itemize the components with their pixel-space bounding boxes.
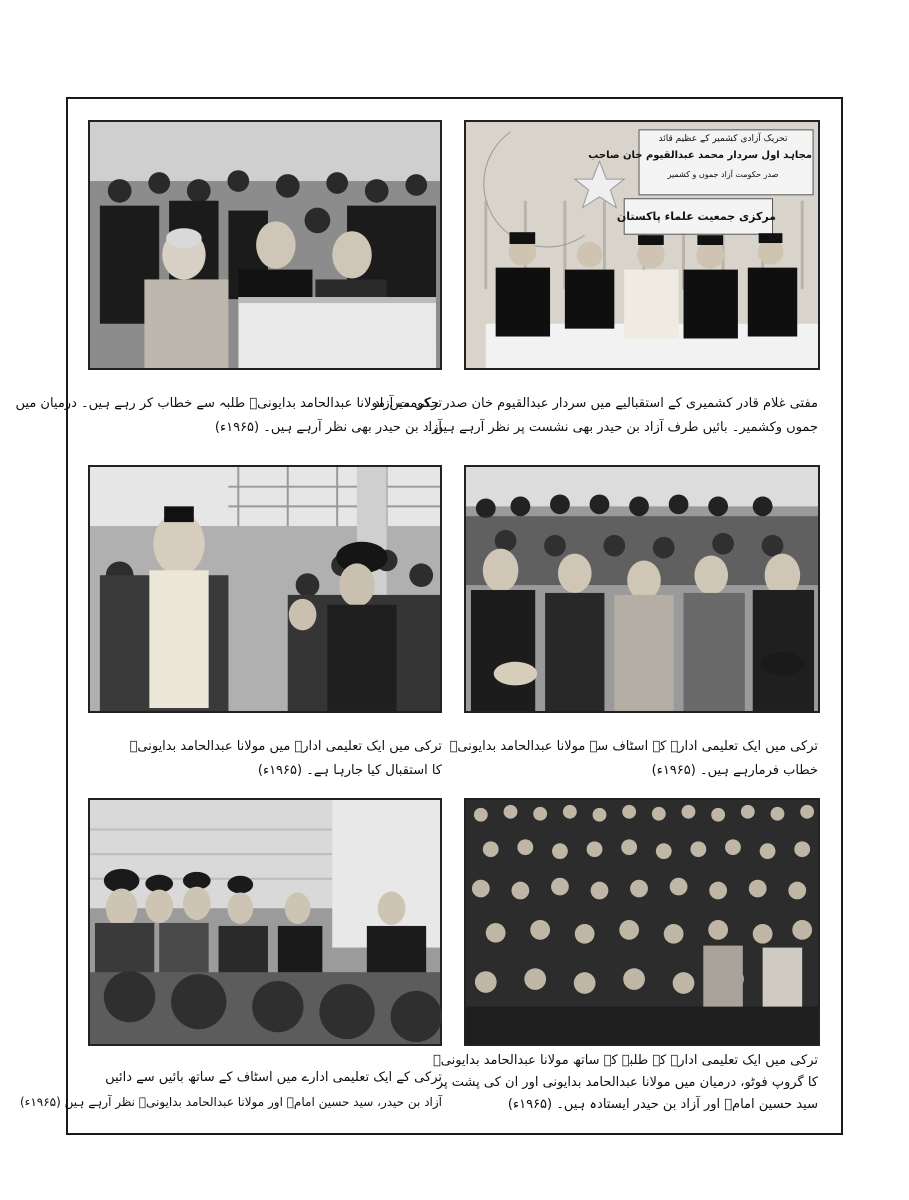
caption-turkey-group-photo (432, 1050, 818, 1116)
photo-turkey-staff-seated-image (90, 800, 440, 1044)
caption-line: خطاب فرمارہے ہیں۔ (۱۹۶۵ء) (651, 763, 818, 778)
photo-reception-kashmir (464, 120, 820, 370)
caption-line: ترکی میں ایک تعلیمی ادارے کے اسٹاف سے مولانا عبدالحامد بدایونیؒ (449, 739, 818, 754)
photo-turkey-staff-address (464, 465, 820, 713)
caption-turkey-staff-address (449, 735, 818, 783)
banner-line-3: صدر حکومت آزاد جموں و کشمیر (667, 170, 779, 179)
caption-line: کا استقبال کیا جارہا ہے۔ (۱۹۶۵ء) (257, 763, 442, 778)
caption-line: ترکی میں ایک تعلیمی ادارے میں مولانا عبدالحامد بدایونیؒ (129, 739, 442, 754)
photo-turkey-group-photo-image (466, 800, 818, 1044)
banner-line-4: مرکزی جمعیت علماء پاکستان (616, 210, 776, 223)
photo-turkey-reception-institute-image (90, 467, 440, 711)
caption-turkey-staff-seated (20, 1066, 442, 1114)
photo-lecture-students (88, 120, 442, 370)
photo-turkey-reception-institute (88, 465, 442, 713)
caption-turkey-reception-institute (92, 735, 442, 783)
photo-turkey-staff-seated (88, 798, 442, 1046)
banner-line-1: تحریک آزادی کشمیر کے عظیم قائد (658, 134, 788, 144)
photo-turkey-group-photo (464, 798, 820, 1046)
caption-line: ترکی میں ایک تعلیمی ادارے کے طلبہ کے ساتھ مولانا عبدالحامد بدایونیؒ (432, 1053, 818, 1068)
caption-line: آزاد بن حیدر بھی نظر آرہے ہیں۔ (۱۹۶۵ء) (214, 420, 442, 435)
photo-lecture-students-image (90, 122, 440, 368)
photo-turkey-staff-address-image (466, 467, 818, 711)
banner-line-2: مجاہد اول سردار محمد عبدالقیوم خان صاحب (588, 150, 812, 161)
caption-line: آزاد بن حیدر، سید حسین امامؒ اور مولانا عبدالحامد بدایونیؒ نظر آرہے ہیں (۱۹۶۵ء) (20, 1095, 442, 1109)
caption-reception-kashmir (374, 392, 818, 440)
caption-line: ترکی کے ایک تعلیمی ادارے میں اسٹاف کے ساتھ بائیں سے دائیں (105, 1070, 442, 1085)
caption-line: جموں وکشمیر۔ بائیں طرف آزاد بن حیدر بھی نشست پر نظر آرہے ہیں۔ (425, 420, 818, 435)
caption-line: ترکی میں مولانا عبدالحامد بدایونیؒ طلبہ سے خطاب کر رہے ہیں۔ درمیان میں (15, 396, 442, 411)
caption-line: کا گروپ فوٹو، درمیان میں مولانا عبدالحامد بدایونی اور ان کی پشت پر (436, 1075, 818, 1090)
caption-line: سید حسین امامؒ اور آزاد بن حیدر ایستادہ ہیں۔ (۱۹۶۵ء) (507, 1097, 818, 1112)
caption-line: مفتی غلام قادر کشمیری کے استقبالیے میں سردار عبدالقیوم خان صدر حکومت آزاد (374, 396, 818, 411)
